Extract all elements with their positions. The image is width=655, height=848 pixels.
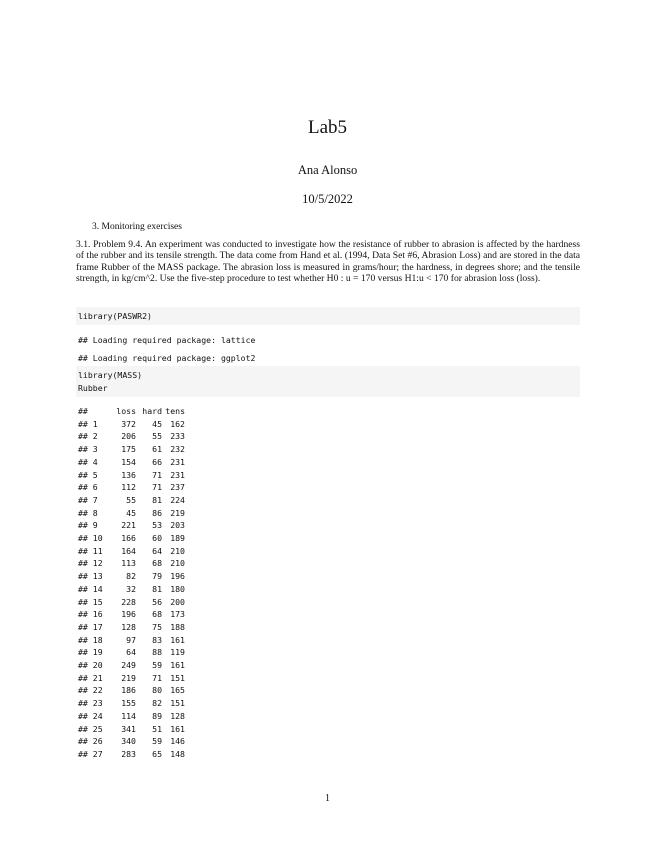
- table-cell: 164: [121, 545, 136, 556]
- row-label: [78, 659, 112, 672]
- row-label: [78, 684, 112, 697]
- row-index: 11: [92, 545, 103, 556]
- row-prefix: ##: [78, 698, 88, 709]
- table-cell: 237: [170, 482, 185, 493]
- row-label: [78, 735, 112, 748]
- row-label: [78, 545, 112, 558]
- table-row: [78, 659, 185, 672]
- console-message: ## Loading required package: lattice: [78, 335, 256, 345]
- table-row: [78, 697, 185, 710]
- row-prefix: ##: [78, 545, 88, 556]
- table-row: [78, 418, 185, 431]
- row-label: [78, 723, 112, 736]
- row-prefix: ##: [78, 520, 88, 531]
- table-row: [78, 608, 185, 621]
- document-title: Lab5: [307, 117, 348, 138]
- table-cell: 112: [121, 482, 136, 493]
- row-prefix: ##: [78, 736, 88, 747]
- table-row: [78, 557, 185, 570]
- row-prefix: ##: [78, 685, 88, 696]
- column-header: hard: [142, 406, 162, 416]
- table-cell: 151: [170, 698, 185, 709]
- table-cell: 68: [152, 609, 162, 620]
- table-row: [78, 519, 185, 532]
- table-row: [78, 596, 185, 609]
- table-cell: 148: [170, 748, 185, 759]
- table-cell: 86: [152, 507, 162, 518]
- table-cell: 162: [170, 418, 185, 429]
- table-cell: 55: [152, 431, 162, 442]
- row-index: 24: [92, 710, 103, 721]
- row-label: [78, 634, 112, 647]
- table-cell: 200: [170, 596, 185, 607]
- table-cell: 97: [126, 634, 136, 645]
- table-cell: 59: [152, 660, 162, 671]
- column-header: loss: [116, 406, 136, 416]
- row-index: 2: [92, 431, 98, 442]
- row-prefix: ##: [78, 621, 88, 632]
- row-prefix: ##: [78, 583, 88, 594]
- row-index: 1: [92, 418, 98, 429]
- row-label: [78, 494, 112, 507]
- table-cell: 128: [170, 710, 185, 721]
- row-index: 25: [92, 723, 103, 734]
- table-cell: 155: [121, 698, 136, 709]
- table-row: [78, 456, 185, 469]
- row-prefix: ##: [78, 672, 88, 683]
- row-index: 6: [92, 482, 98, 493]
- table-cell: 196: [121, 609, 136, 620]
- row-label: [78, 557, 112, 570]
- table-row: [78, 710, 185, 723]
- table-cell: 203: [170, 520, 185, 531]
- row-label: [78, 570, 112, 583]
- table-cell: 89: [152, 710, 162, 721]
- row-prefix: ##: [78, 431, 88, 442]
- table-row: [78, 532, 185, 545]
- table-cell: 60: [152, 533, 162, 544]
- row-label: [78, 710, 112, 723]
- table-row: [78, 481, 185, 494]
- table-cell: 61: [152, 444, 162, 455]
- row-index: 16: [92, 609, 103, 620]
- table-cell: 189: [170, 533, 185, 544]
- table-cell: 341: [121, 723, 136, 734]
- row-label: [78, 430, 112, 443]
- table-cell: 206: [121, 431, 136, 442]
- table-cell: 340: [121, 736, 136, 747]
- row-prefix: ##: [78, 558, 88, 569]
- table-cell: 210: [170, 545, 185, 556]
- table-row: [78, 583, 185, 596]
- table-cell: 219: [170, 507, 185, 518]
- row-index: 21: [92, 672, 103, 683]
- column-header: tens: [165, 406, 185, 416]
- table-row: [78, 735, 185, 748]
- row-label: [78, 646, 112, 659]
- row-index: 3: [92, 444, 98, 455]
- table-prefix: ##: [78, 406, 88, 416]
- table-cell: 113: [121, 558, 136, 569]
- table-cell: 51: [152, 723, 162, 734]
- row-prefix: ##: [78, 507, 88, 518]
- row-prefix: ##: [78, 571, 88, 582]
- row-prefix: ##: [78, 469, 88, 480]
- table-cell: 71: [152, 482, 162, 493]
- table-cell: 82: [126, 571, 136, 582]
- row-label: [78, 621, 112, 634]
- row-index: 13: [92, 571, 103, 582]
- table-row: [78, 684, 185, 697]
- row-label: [78, 583, 112, 596]
- row-index: 27: [92, 748, 103, 759]
- row-index: 9: [92, 520, 98, 531]
- row-label: [78, 596, 112, 609]
- row-index: 4: [92, 456, 98, 467]
- row-label: [78, 672, 112, 685]
- table-cell: 80: [152, 685, 162, 696]
- row-index: 7: [92, 494, 98, 505]
- rubber-table: [78, 405, 185, 761]
- table-row: [78, 634, 185, 647]
- table-cell: 82: [152, 698, 162, 709]
- row-prefix: ##: [78, 418, 88, 429]
- row-index: 15: [92, 596, 103, 607]
- table-cell: 79: [152, 571, 162, 582]
- row-label: [78, 608, 112, 621]
- table-cell: 161: [170, 634, 185, 645]
- row-prefix: ##: [78, 647, 88, 658]
- table-cell: 83: [152, 634, 162, 645]
- row-prefix: ##: [78, 444, 88, 455]
- table-cell: 231: [170, 456, 185, 467]
- row-label: [78, 507, 112, 520]
- table-row: [78, 748, 185, 761]
- table-cell: 56: [152, 596, 162, 607]
- row-label: [78, 481, 112, 494]
- table-cell: 154: [121, 456, 136, 467]
- table-cell: 173: [170, 609, 185, 620]
- table-cell: 228: [121, 596, 136, 607]
- table-cell: 64: [126, 647, 136, 658]
- row-index: 14: [92, 583, 103, 594]
- table-cell: 65: [152, 748, 162, 759]
- row-index: 12: [92, 558, 103, 569]
- row-prefix: ##: [78, 456, 88, 467]
- table-cell: 151: [170, 672, 185, 683]
- document-date: 10/5/2022: [302, 192, 353, 206]
- row-prefix: ##: [78, 533, 88, 544]
- table-row: [78, 545, 185, 558]
- table-cell: 221: [121, 520, 136, 531]
- row-index: 19: [92, 647, 103, 658]
- row-index: 5: [92, 469, 98, 480]
- row-index: 10: [92, 533, 103, 544]
- page-number: 1: [325, 793, 330, 804]
- table-cell: 119: [170, 647, 185, 658]
- table-row: [78, 672, 185, 685]
- code-chunk: [76, 307, 580, 325]
- table-cell: 224: [170, 494, 185, 505]
- section-heading: 3. Monitoring exercises: [92, 222, 182, 232]
- code-line: Rubber: [78, 382, 108, 393]
- table-row: [78, 494, 185, 507]
- table-cell: 53: [152, 520, 162, 531]
- row-label: [78, 443, 112, 456]
- row-index: 17: [92, 621, 103, 632]
- row-index: 18: [92, 634, 103, 645]
- code-line: library(PASWR2): [78, 311, 152, 321]
- row-label: [78, 697, 112, 710]
- table-cell: 136: [121, 469, 136, 480]
- table-row: [78, 621, 185, 634]
- row-prefix: ##: [78, 634, 88, 645]
- row-index: 8: [92, 507, 98, 518]
- table-cell: 186: [121, 685, 136, 696]
- table-cell: 75: [152, 621, 162, 632]
- table-row: [78, 570, 185, 583]
- table-cell: 161: [170, 723, 185, 734]
- table-cell: 88: [152, 647, 162, 658]
- row-prefix: ##: [78, 494, 88, 505]
- table-cell: 188: [170, 621, 185, 632]
- table-cell: 55: [126, 494, 136, 505]
- table-cell: 114: [121, 710, 136, 721]
- table-cell: 196: [170, 571, 185, 582]
- table-cell: 232: [170, 444, 185, 455]
- table-cell: 71: [152, 469, 162, 480]
- table-cell: 81: [152, 494, 162, 505]
- row-label: [78, 418, 112, 431]
- row-label: [78, 469, 112, 482]
- console-message: ## Loading required package: ggplot2: [78, 353, 256, 363]
- table-cell: 45: [152, 418, 162, 429]
- table-cell: 166: [121, 533, 136, 544]
- table-cell: 45: [126, 507, 136, 518]
- table-cell: 219: [121, 672, 136, 683]
- table-cell: 68: [152, 558, 162, 569]
- row-label: [78, 456, 112, 469]
- row-index: 22: [92, 685, 103, 696]
- row-prefix: ##: [78, 482, 88, 493]
- table-row: [78, 646, 185, 659]
- table-row: [78, 469, 185, 482]
- table-cell: 165: [170, 685, 185, 696]
- table-cell: 175: [121, 444, 136, 455]
- table-row: [78, 443, 185, 456]
- code-chunk: [76, 366, 580, 397]
- table-cell: 64: [152, 545, 162, 556]
- table-cell: 32: [126, 583, 136, 594]
- code-line: library(MASS): [78, 370, 143, 380]
- row-prefix: ##: [78, 723, 88, 734]
- row-index: 26: [92, 736, 103, 747]
- row-prefix: ##: [78, 609, 88, 620]
- table-cell: 231: [170, 469, 185, 480]
- rubber-output: [78, 405, 185, 761]
- row-prefix: ##: [78, 596, 88, 607]
- row-prefix: ##: [78, 710, 88, 721]
- table-header-row: [78, 405, 185, 418]
- table-row: [78, 723, 185, 736]
- table-cell: 128: [121, 621, 136, 632]
- table-cell: 81: [152, 583, 162, 594]
- row-label: [78, 532, 112, 545]
- row-index: 20: [92, 660, 103, 671]
- document-author: Ana Alonso: [297, 163, 358, 177]
- row-index: 23: [92, 698, 103, 709]
- table-cell: 146: [170, 736, 185, 747]
- table-cell: 233: [170, 431, 185, 442]
- table-cell: 249: [121, 660, 136, 671]
- table-cell: 161: [170, 660, 185, 671]
- table-cell: 210: [170, 558, 185, 569]
- table-cell: 180: [170, 583, 185, 594]
- row-label: [78, 519, 112, 532]
- table-cell: 66: [152, 456, 162, 467]
- row-prefix: ##: [78, 660, 88, 671]
- table-cell: 283: [121, 748, 136, 759]
- row-prefix: ##: [78, 748, 88, 759]
- table-row: [78, 507, 185, 520]
- problem-paragraph: 3.1. Problem 9.4. An experiment was conducted to investigate how the resistance of rubber to abrasion is affected by the hardness of the rubber and its tensile strength. The data come from Hand et al. (1994, Data Set #6, Abrasion Loss) and are stored in the data frame Rubber of the MASS package. The abrasion loss is measured in grams/hour; the hardness, in degrees shore; and the tensile strength, in kg/cm^2. Use the five-step procedure to test whether H0 : u = 170 versus H1:u < 170 for abrasion loss (loss).: [76, 239, 580, 284]
- table-row: [78, 430, 185, 443]
- table-cell: 372: [121, 418, 136, 429]
- table-cell: 71: [152, 672, 162, 683]
- table-cell: 59: [152, 736, 162, 747]
- row-label: [78, 748, 112, 761]
